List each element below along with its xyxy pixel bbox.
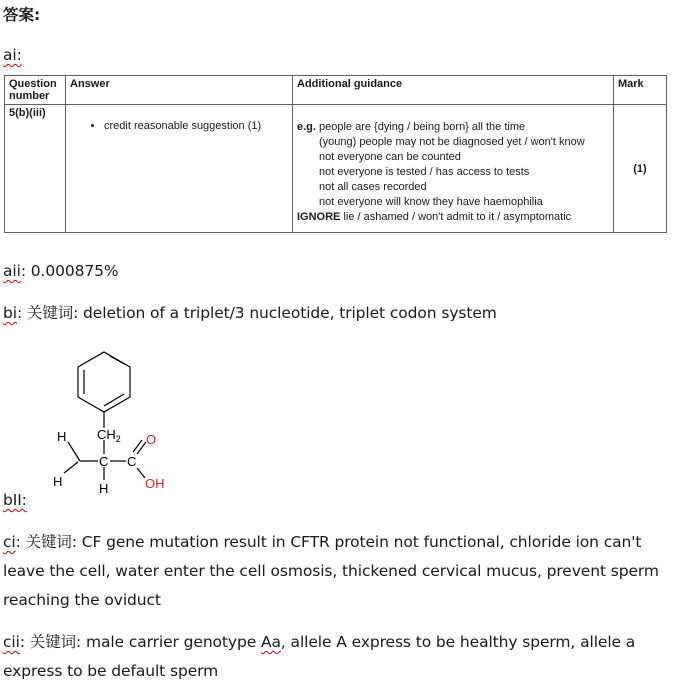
cii-text-1: male carrier genotype — [81, 633, 261, 651]
cii-label: cii — [3, 633, 20, 651]
bii-label-text: bII: — [3, 491, 27, 509]
hydrogen-label-top: H — [57, 429, 67, 444]
mark-scheme-table — [4, 75, 667, 233]
ci-text: CF gene mutation result in CFTR protein not functional, chloride ion can't leave the cell, water enter the cell osmosis, thickened cervical mucus, prevent sperm reaching the oviduct — [3, 533, 659, 609]
answer-heading: 答案: — [3, 6, 41, 24]
header-answer: Answer — [66, 76, 293, 105]
header-additional-guidance: Additional guidance — [293, 76, 614, 105]
answer-item: • credit reasonable suggestion (1) — [104, 119, 288, 134]
ignore-label: IGNORE — [297, 211, 341, 223]
bi-label: bi — [3, 304, 17, 322]
header-mark: Mark — [614, 76, 667, 105]
bi-text: deletion of a triplet/3 nucleotide, triplet codon system — [78, 304, 497, 322]
cii-paragraph — [3, 628, 665, 686]
cii-genotype: Aa — [261, 633, 281, 651]
cell-guidance — [293, 105, 614, 233]
ci-paragraph — [3, 528, 665, 615]
bii-label — [3, 486, 27, 515]
cell-question: 5(b)(iii) — [5, 105, 66, 233]
guidance-line-4: not all cases recorded — [319, 181, 427, 193]
ai-label-text: ai: — [3, 46, 22, 64]
ci-label: ci — [3, 533, 16, 551]
carboxyl-carbon-label: C — [127, 454, 137, 469]
aii-label: aii — [3, 262, 21, 280]
benzene-ring — [78, 352, 130, 412]
bi-keyword: : 关键词: — [16, 304, 79, 322]
hydroxyl-label: OH — [145, 476, 165, 491]
aii-text: : 0.000875% — [20, 262, 119, 280]
aii-line — [3, 257, 119, 286]
guidance-ignore-line — [297, 210, 609, 225]
guidance-line-5: not everyone will know they have haemophilia — [319, 196, 543, 208]
oxygen-label: O — [146, 432, 157, 447]
alpha-carbon-label: C — [99, 454, 109, 469]
guidance-line-0 — [297, 120, 609, 135]
guidance-line-2: not everyone can be counted — [319, 151, 461, 163]
phenylalanine-structure — [0, 340, 200, 500]
cii-keyword: : 关键词: — [19, 633, 82, 651]
ignore-text: lie / ashamed / won't admit to it / asymptomatic — [343, 211, 572, 223]
guidance-eg: e.g. — [297, 121, 316, 133]
table-header-row — [5, 76, 667, 105]
cell-mark: (1) — [614, 105, 667, 233]
guidance-line-1: (young) people may not be diagnosed yet / won't know — [319, 136, 585, 148]
answer-list — [70, 119, 288, 134]
hydrogen-label-left: H — [53, 474, 63, 489]
cii-text-2: , allele A express to be healthy sperm, allele a express to be default sperm — [3, 633, 636, 680]
hydrogen-label-bottom: H — [99, 481, 109, 496]
ci-keyword: : 关键词: — [15, 533, 77, 551]
guidance-line-3: not everyone is tested / has access to tests — [319, 166, 530, 178]
cell-answer — [66, 105, 293, 233]
ch2-label: $CH_2$ — [97, 427, 121, 444]
header-question-number: Question number — [5, 76, 66, 105]
table-row — [5, 105, 667, 233]
ai-label — [3, 41, 22, 70]
guidance-text-0: people are {dying / being born} all the time — [319, 121, 526, 133]
bi-line — [3, 299, 497, 328]
